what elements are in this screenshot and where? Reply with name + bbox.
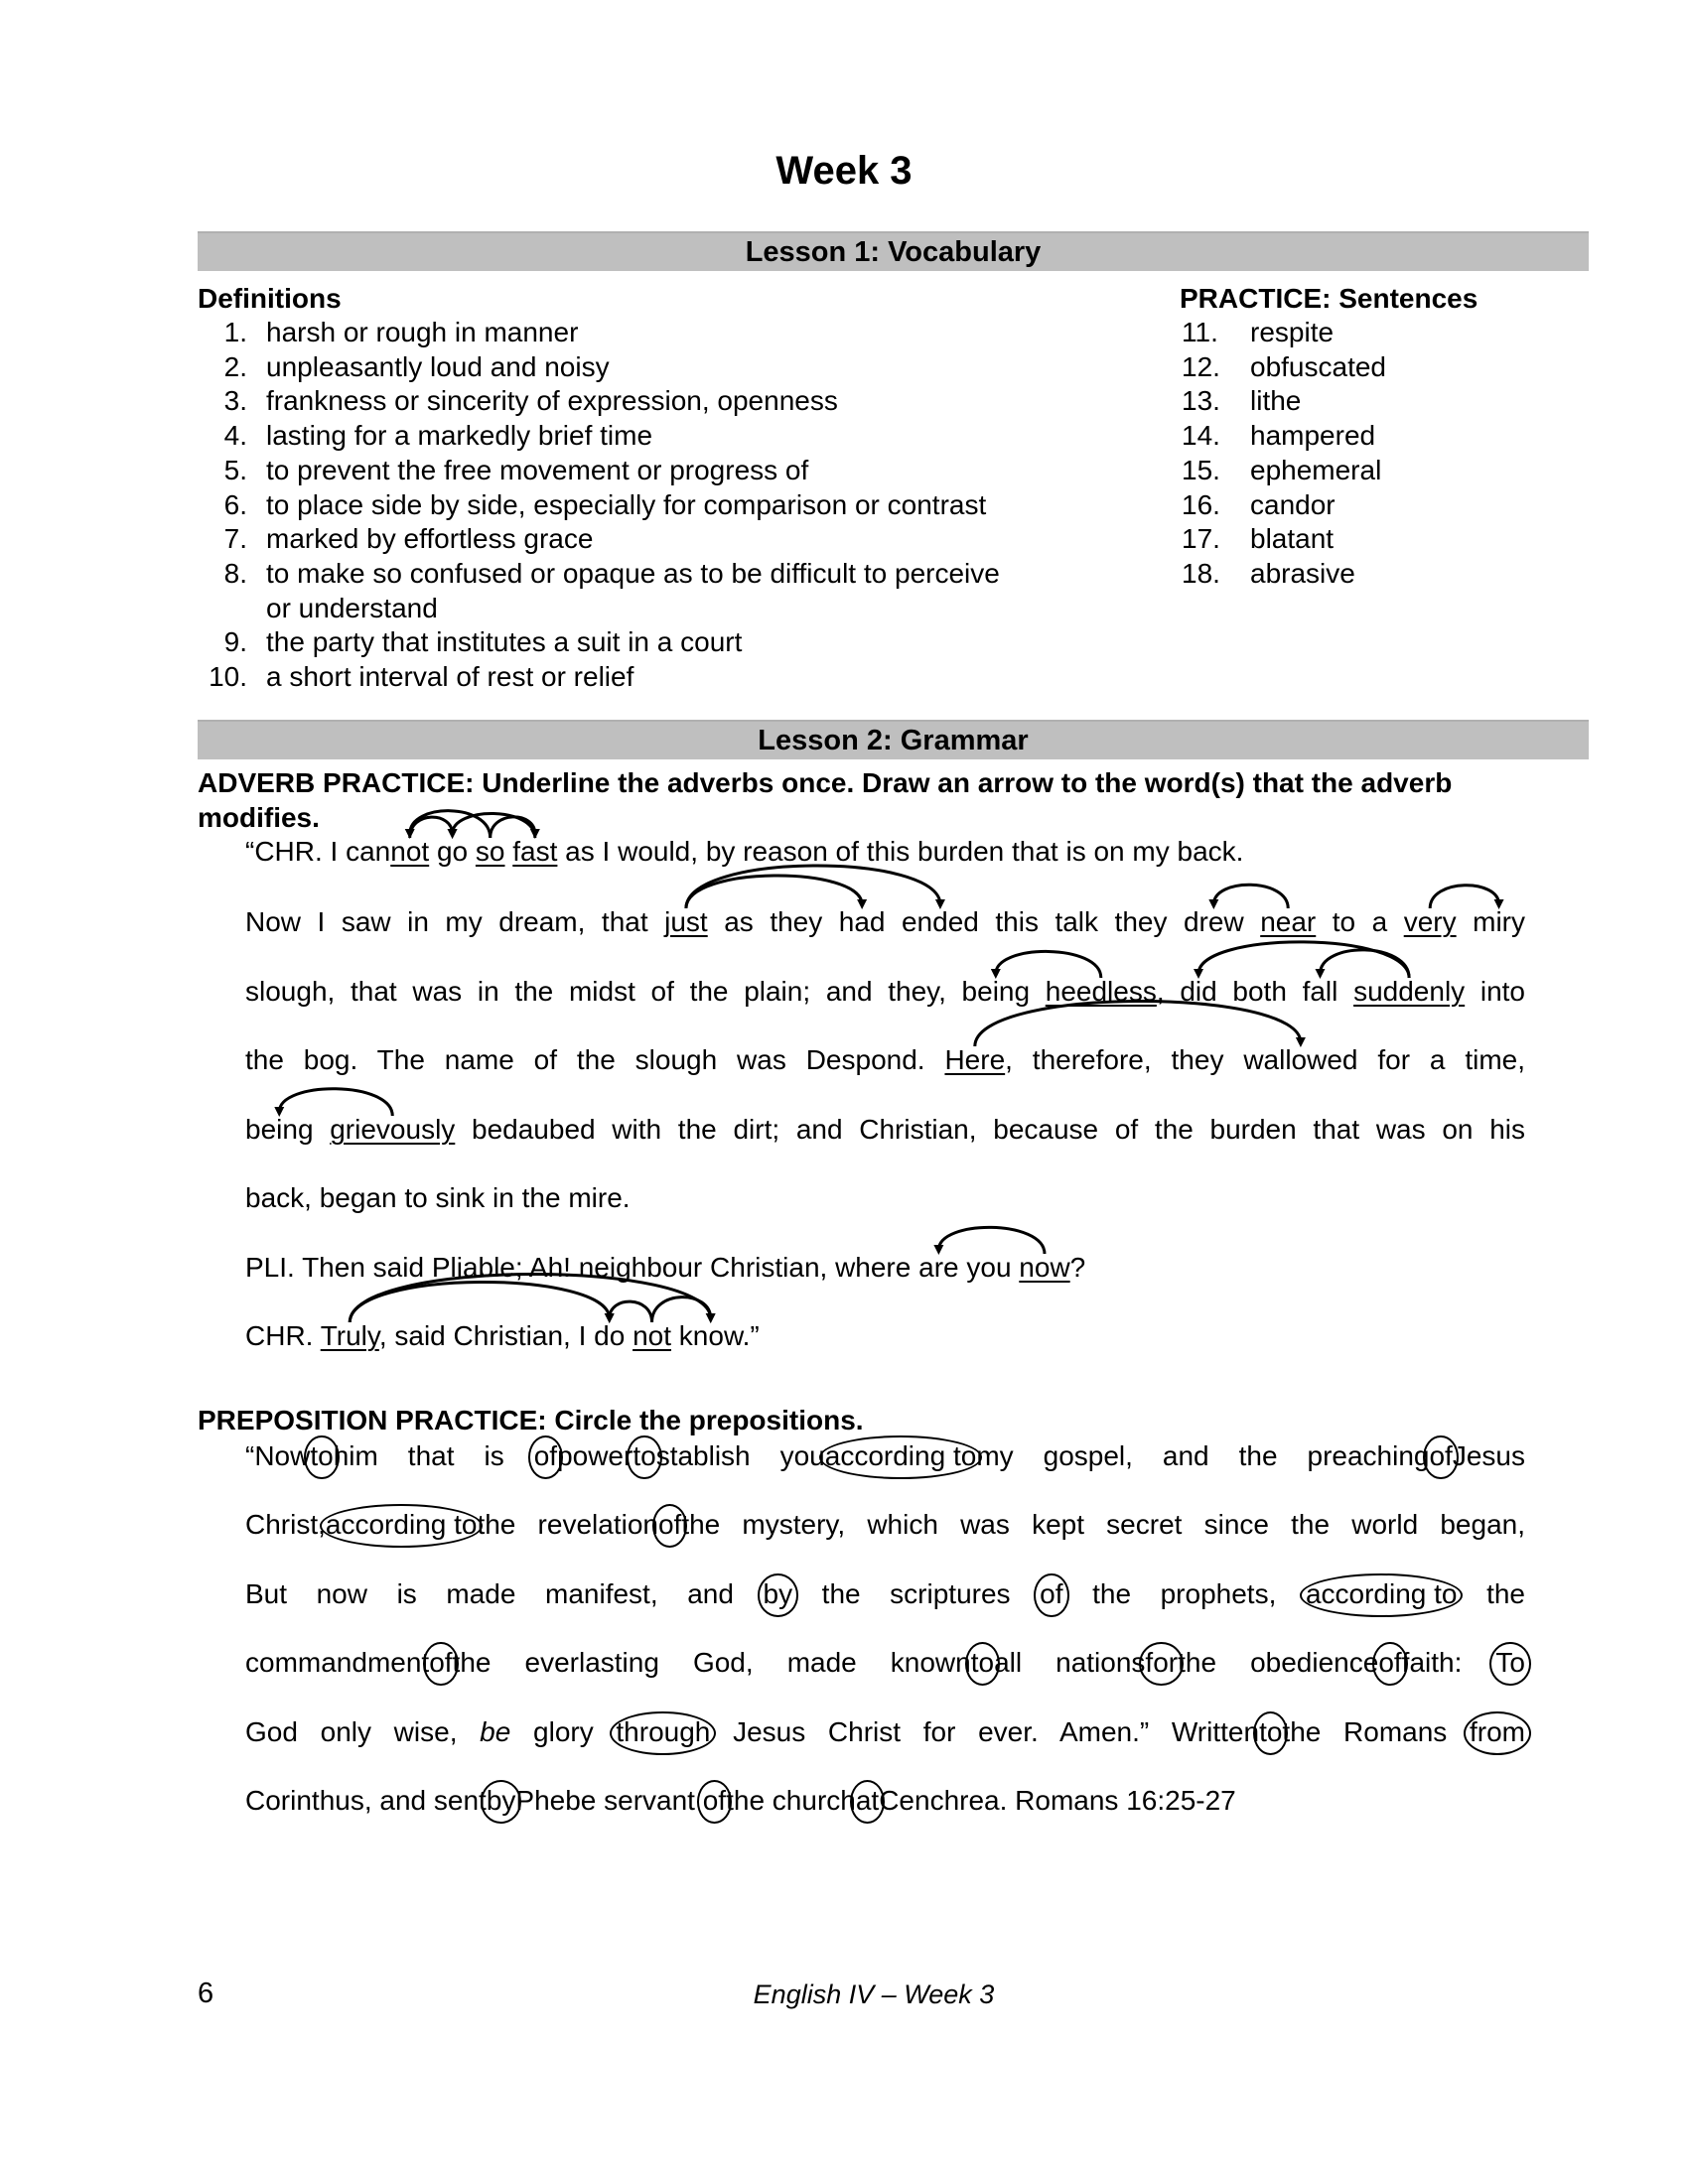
passage-text: Christ, <box>245 1509 326 1540</box>
circled-preposition: from <box>1470 1716 1525 1747</box>
adverb-arrow <box>686 866 940 908</box>
practice-word: lithe <box>1250 385 1302 417</box>
modified-word: ended <box>901 906 979 937</box>
circled-preposition: according to <box>1305 1578 1458 1609</box>
preposition-instruction-text: Circle the prepositions. <box>546 1405 864 1435</box>
passage-text: But now is made manifest, and <box>245 1578 764 1609</box>
practice-word: respite <box>1250 317 1335 347</box>
definition-number: 2. <box>223 350 247 382</box>
passage-text: Jesus <box>1452 1440 1525 1471</box>
passage-text <box>1030 976 1046 1007</box>
underlined-adverb: just <box>664 906 708 937</box>
passage-line <box>245 1319 1525 1353</box>
passage-text <box>468 836 476 867</box>
passage-text <box>1337 976 1353 1007</box>
practice-item <box>1182 454 1382 488</box>
passage-line <box>245 1251 1525 1285</box>
passage-line <box>245 905 1525 939</box>
footer-title: English IV – Week 3 <box>753 1979 995 2009</box>
passage-text: the prophets, <box>1062 1578 1306 1609</box>
definition-text: frankness or sincerity of expression, openness <box>266 385 838 417</box>
definition-item <box>198 454 809 488</box>
definition-item <box>198 660 634 695</box>
lesson2-header: Lesson 2: Grammar <box>198 720 1589 759</box>
circled-preposition: of <box>429 1647 453 1678</box>
passage-text: “CHR. I can <box>245 836 391 867</box>
passage-text: , said Christian, I <box>378 1320 595 1351</box>
modified-word: fall <box>1302 976 1338 1007</box>
circled-preposition: of <box>533 1440 558 1471</box>
passage-text <box>1244 906 1261 937</box>
passage-text: all nations <box>994 1647 1146 1678</box>
passage-text: commandment <box>245 1647 430 1678</box>
passage-text: power <box>557 1440 633 1471</box>
definition-text: harsh or rough in manner <box>266 317 579 347</box>
passage-text: the <box>1457 1578 1525 1609</box>
underlined-adverb: near <box>1260 906 1317 937</box>
definition-number: 3. <box>223 385 247 417</box>
modified-word: had <box>838 906 886 937</box>
modified-word: know <box>678 1320 743 1351</box>
definition-item <box>198 625 743 660</box>
practice-word: obfuscated <box>1250 350 1386 382</box>
definition-item <box>198 384 838 419</box>
passage-line <box>245 1508 1525 1542</box>
practice-number: 11. <box>1182 317 1218 347</box>
passage-text: Phebe servant <box>515 1785 703 1816</box>
circled-preposition: of <box>1429 1440 1453 1471</box>
passage-text: God only wise, <box>245 1716 481 1747</box>
circled-preposition: of <box>702 1785 727 1816</box>
passage-text: slough, that was in the midst of the plain; and they, <box>245 976 962 1007</box>
definition-continuation: or understand <box>266 592 438 623</box>
definition-item <box>198 350 610 385</box>
circled-preposition: to <box>310 1440 334 1471</box>
underlined-adverb: grievously <box>330 1114 456 1145</box>
underlined-adverb: now <box>1019 1252 1070 1283</box>
passage-text: .” <box>742 1320 760 1351</box>
adverb-label: ADVERB PRACTICE: <box>198 767 475 798</box>
definition-number: 4. <box>223 420 247 452</box>
passage-text: , therefore, they <box>1005 1044 1244 1075</box>
modified-word: being <box>961 976 1031 1007</box>
circled-preposition: of <box>1378 1647 1402 1678</box>
modified-word: go <box>436 836 469 867</box>
passage-line <box>245 1043 1525 1077</box>
modified-word: wallowed <box>1243 1044 1358 1075</box>
passage-line <box>245 1181 1525 1215</box>
passage-text: both <box>1216 976 1303 1007</box>
lesson1-header: Lesson 1: Vocabulary <box>198 231 1589 271</box>
adverb-arrow <box>410 811 491 838</box>
underlined-adverb: very <box>1403 906 1457 937</box>
passage-text <box>1457 906 1474 937</box>
practice-number: 12. <box>1182 350 1220 382</box>
modified-word: drew <box>1183 906 1244 937</box>
definition-item <box>198 419 653 454</box>
passage-text: faith: <box>1401 1647 1496 1678</box>
underlined-adverb: Here <box>944 1044 1006 1075</box>
adverb-arrow <box>938 1227 1045 1254</box>
passage-line <box>245 835 1525 869</box>
passage-text: him that is <box>333 1440 534 1471</box>
definition-text: unpleasantly loud and noisy <box>266 350 610 382</box>
definition-text: to prevent the free movement or progress of <box>266 454 809 485</box>
passage-line <box>245 1646 1525 1680</box>
circled-preposition: at <box>855 1785 880 1816</box>
passage-text <box>671 1320 679 1351</box>
passage-line <box>245 1715 1525 1749</box>
definition-number: 9. <box>223 626 247 658</box>
practice-word: abrasive <box>1250 557 1355 589</box>
practice-word: ephemeral <box>1250 454 1382 485</box>
practice-number: 13. <box>1182 385 1220 417</box>
definitions-heading: Definitions <box>198 283 342 314</box>
adverb-arrow <box>279 1089 392 1116</box>
definition-item <box>198 488 987 523</box>
modified-word: did <box>1180 976 1217 1007</box>
circled-preposition: for <box>1145 1647 1179 1678</box>
circled-preposition: according to <box>824 1440 977 1471</box>
passage-text: “Now <box>245 1440 311 1471</box>
practice-heading: PRACTICE: Sentences <box>1180 283 1478 314</box>
passage-text: PLI. Then said Pliable; Ah! neighbour Christian, where <box>245 1252 919 1283</box>
modified-word: miry <box>1473 906 1526 937</box>
passage-text: CHR. <box>245 1320 321 1351</box>
practice-word: blatant <box>1250 523 1335 555</box>
practice-item <box>1182 488 1336 523</box>
passage-text: Now I saw in my dream, that <box>245 906 665 937</box>
definition-number: 7. <box>223 523 247 555</box>
definition-text: marked by effortless grace <box>266 523 594 555</box>
practice-item <box>1182 557 1355 592</box>
page-title: Week 3 <box>775 149 913 193</box>
definition-text: lasting for a markedly brief time <box>266 420 653 452</box>
passage-text: as I would, by reason of this burden that is on my back. <box>557 836 1244 867</box>
page-number: 6 <box>198 1978 214 2009</box>
passage-line <box>245 1113 1525 1147</box>
circled-preposition: by <box>763 1578 793 1609</box>
passage-text: the mystery, which was kept secret since the world began, <box>681 1509 1525 1540</box>
passage-text <box>625 1320 633 1351</box>
passage-text: as they <box>707 906 839 937</box>
practice-item <box>1182 522 1335 557</box>
definition-item <box>198 522 594 557</box>
circled-preposition: through <box>616 1716 711 1747</box>
preposition-label: PREPOSITION PRACTICE: <box>198 1405 547 1435</box>
preposition-instructions <box>198 1404 864 1437</box>
practice-number: 14. <box>1182 420 1220 452</box>
passage-text: bedaubed with the dirt; and Christian, because of the burden that was on his <box>455 1114 1525 1145</box>
passage-text: stablish you <box>655 1440 825 1471</box>
underlined-adverb: Truly <box>320 1320 379 1351</box>
passage-line <box>245 1577 1525 1611</box>
definition-number: 8. <box>223 557 247 589</box>
practice-number: 15. <box>1182 454 1220 485</box>
passage-text: Jesus Christ for ever. Amen.” Written <box>710 1716 1260 1747</box>
passage-text: the church <box>726 1785 856 1816</box>
passage-text: the obedience <box>1178 1647 1379 1678</box>
passage-text: for a time, <box>1357 1044 1526 1075</box>
underlined-adverb: not <box>390 836 430 867</box>
modified-word: are <box>918 1252 959 1283</box>
passage-text: back, began to sink in the mire. <box>245 1182 631 1213</box>
adverb-arrow <box>350 1282 609 1322</box>
passage-text: , <box>1156 976 1181 1007</box>
circled-preposition: of <box>657 1509 682 1540</box>
adverb-instructions <box>198 766 1452 800</box>
passage-text: the revelation <box>477 1509 658 1540</box>
passage-text: glory <box>510 1716 617 1747</box>
circled-preposition: of <box>1040 1578 1063 1609</box>
underlined-adverb: fast <box>512 836 558 867</box>
definition-number: 1. <box>223 317 247 347</box>
definition-text: a short interval of rest or relief <box>266 661 634 692</box>
practice-number: 17. <box>1182 523 1220 555</box>
modified-word: being <box>245 1114 314 1145</box>
adverb-arrow <box>1198 942 1409 978</box>
circled-preposition: to <box>633 1440 656 1471</box>
circled-preposition: To <box>1495 1647 1525 1678</box>
definition-item <box>198 557 1000 592</box>
passage-text: the bog. The name of the slough was Despond. <box>245 1044 945 1075</box>
passage-text: to a <box>1316 906 1404 937</box>
passage-text: my gospel, and the preaching <box>976 1440 1430 1471</box>
practice-item <box>1182 316 1335 350</box>
circled-preposition: to <box>970 1647 995 1678</box>
passage-text: Corinthus, and sent <box>245 1785 487 1816</box>
passage-text: the everlasting God, made known <box>452 1647 971 1678</box>
passage-line <box>245 1439 1525 1473</box>
underlined-adverb: so <box>475 836 505 867</box>
passage-text <box>314 1114 331 1145</box>
adverb-arrow <box>686 876 862 908</box>
passage-line <box>245 975 1525 1009</box>
passage-text <box>885 906 902 937</box>
italic-word: be <box>480 1716 511 1747</box>
circled-preposition: to <box>1259 1716 1283 1747</box>
passage-text: the scriptures <box>792 1578 1041 1609</box>
underlined-adverb: not <box>633 1320 672 1351</box>
adverb-instruction-text: Underline the adverbs once. Draw an arrow to the word(s) that the adverb <box>474 767 1453 798</box>
practice-item <box>1182 384 1302 419</box>
practice-word: candor <box>1250 488 1336 520</box>
passage-text: this talk they <box>978 906 1184 937</box>
modified-word: do <box>594 1320 626 1351</box>
adverb-arrow <box>1320 950 1409 978</box>
passage-text: into <box>1465 976 1526 1007</box>
practice-item <box>1182 350 1386 385</box>
practice-item <box>1182 419 1376 454</box>
practice-word: hampered <box>1250 420 1376 452</box>
adverb-arrow <box>996 951 1101 978</box>
circled-preposition: by <box>486 1785 516 1816</box>
definition-text: to make so confused or opaque as to be difficult to perceive <box>266 557 1000 589</box>
underlined-adverb: suddenly <box>1353 976 1466 1007</box>
passage-line <box>245 1784 1525 1818</box>
practice-number: 16. <box>1182 488 1220 520</box>
definition-number: 6. <box>223 488 247 520</box>
definition-text: to place side by side, especially for comparison or contrast <box>266 488 987 520</box>
definition-item <box>198 316 579 350</box>
passage-text <box>429 836 437 867</box>
passage-text: Cenchrea. Romans 16:25-27 <box>879 1785 1236 1816</box>
underlined-adverb: heedless <box>1045 976 1157 1007</box>
practice-number: 18. <box>1182 557 1220 589</box>
passage-text: ? <box>1069 1252 1086 1283</box>
definition-number: 5. <box>223 454 247 485</box>
passage-text: the Romans <box>1282 1716 1470 1747</box>
adverb-instructions-line2: modifies. <box>198 802 320 833</box>
passage-text: you <box>958 1252 1020 1283</box>
definition-number: 10. <box>209 661 247 692</box>
circled-preposition: according to <box>325 1509 478 1540</box>
definition-text: the party that institutes a suit in a court <box>266 626 743 658</box>
